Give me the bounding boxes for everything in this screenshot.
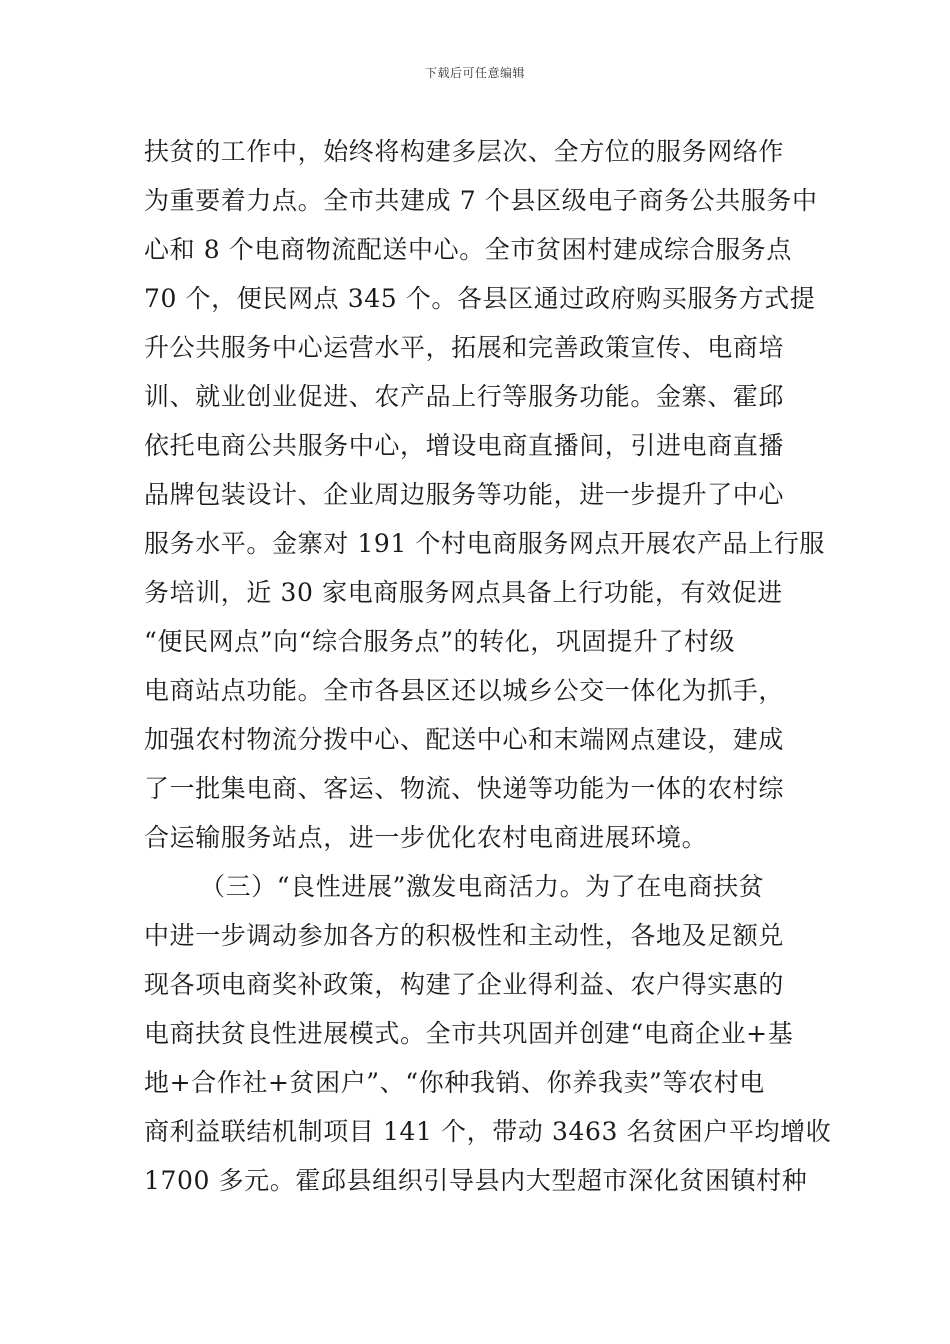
section-heading-line: （三）“良性进展”激发电商活力。为了在电商扶贫	[200, 872, 765, 901]
text-line: 电商站点功能。全市各县区还以城乡公交一体化为抓手，	[144, 676, 785, 705]
document-body	[144, 127, 832, 1205]
text-line: 地+合作社+贫困户”、“你种我销、你养我卖”等农村电	[144, 1068, 765, 1097]
text-line: 升公共服务中心运营水平，拓展和完善政策宣传、电商培	[144, 333, 785, 362]
text-line: 现各项电商奖补政策，构建了企业得利益、农户得实惠的	[144, 970, 785, 999]
text-line: 服务水平。金寨对 191 个村电商服务网点开展农产品上行服	[144, 529, 826, 558]
text-line: 电商扶贫良性进展模式。全市共巩固并创建“电商企业+基	[144, 1019, 794, 1048]
text-line: 为重要着力点。全市共建成 7 个县区级电子商务公共服务中	[144, 186, 818, 215]
text-line: 商利益联结机制项目 141 个，带动 3463 名贫困户平均增收	[144, 1117, 832, 1146]
text-line: 品牌包装设计、企业周边服务等功能，进一步提升了中心	[144, 480, 785, 509]
page-header-note: 下载后可任意编辑	[424, 66, 525, 80]
text-line: “便民网点”向“综合服务点”的转化，巩固提升了村级	[144, 627, 736, 656]
text-line: 务培训，近 30 家电商服务网点具备上行功能，有效促进	[144, 578, 783, 607]
text-line: 训、就业创业促进、农产品上行等服务功能。金寨、霍邱	[144, 382, 785, 411]
text-line: 加强农村物流分拨中心、配送中心和末端网点建设，建成	[144, 725, 785, 754]
text-line: 合运输服务站点，进一步优化农村电商进展环境。	[144, 823, 708, 852]
text-line: 1700 多元。霍邱县组织引导县内大型超市深化贫困镇村种	[144, 1166, 808, 1195]
text-line: 依托电商公共服务中心，增设电商直播间，引进电商直播	[144, 431, 785, 460]
text-line: 中进一步调动参加各方的积极性和主动性，各地及足额兑	[144, 921, 785, 950]
text-line: 扶贫的工作中，始终将构建多层次、全方位的服务网络作	[144, 137, 785, 166]
text-line: 70 个，便民网点 345 个。各县区通过政府购买服务方式提	[144, 284, 816, 313]
text-line: 了一批集电商、客运、物流、快递等功能为一体的农村综	[144, 774, 785, 803]
text-line: 心和 8 个电商物流配送中心。全市贫困村建成综合服务点	[144, 235, 793, 264]
